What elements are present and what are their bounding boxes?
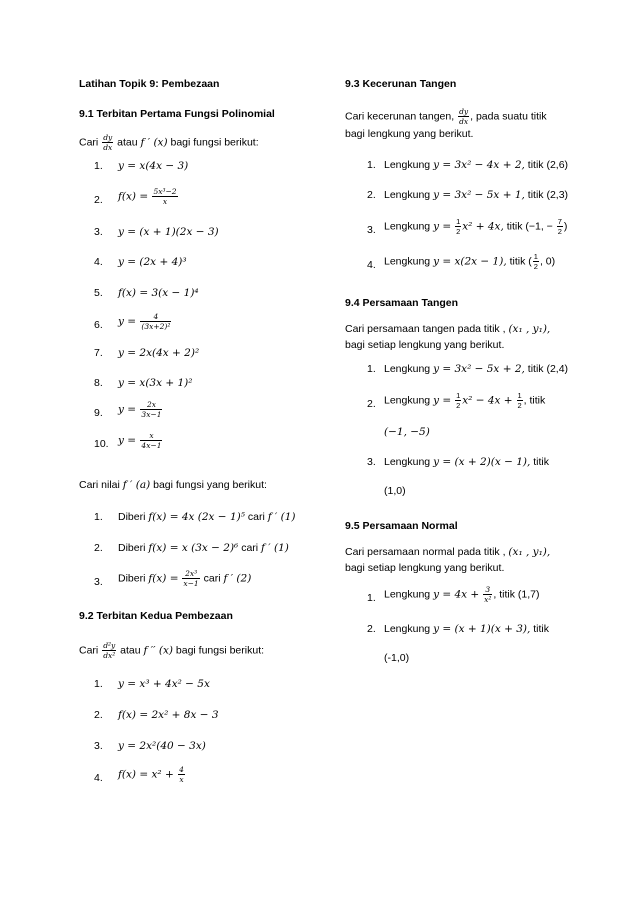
instruction-9-3: Cari kecerunan tangen, $\frac{dy}{dx}$ , pada suatu titik	[345, 107, 547, 126]
instruction-9-3-line2: bagi lengkung yang berikut.	[345, 128, 474, 140]
expression-continued: (−1, −5)	[384, 426, 430, 438]
expression: y = (x + 1)(2x − 3)	[118, 226, 219, 238]
item-number: 3.	[367, 224, 376, 236]
expression: y = (2x + 4)³	[118, 256, 187, 268]
expression: f(x) = x² + $\frac{4}{x}$	[118, 765, 184, 784]
item-number: 3.	[94, 576, 103, 588]
expression: Diberi f(x) = $\frac{\text{2x³}}{x-1}$ cari f ′ (2)	[118, 569, 252, 588]
item-number: 4.	[94, 256, 103, 268]
item-number: 5.	[94, 287, 103, 299]
worksheet-title: Latihan Topik 9: Pembezaan	[79, 78, 220, 90]
expression-continued: (-1,0)	[384, 652, 410, 664]
expression: f(x) = $\frac{\text{5x³−2}}{x}$	[118, 187, 177, 206]
expression: Diberi f(x) = 4x (2x − 1)⁵ cari f ′ (1)	[118, 511, 296, 523]
instruction-9-5: Cari persamaan normal pada titik , (x₁ , y₁),	[345, 546, 551, 558]
instruction-nilai: Cari nilai f ′ (a) bagi fungsi yang berikut:	[79, 479, 267, 491]
item-number: 3.	[94, 226, 103, 238]
expression: Lengkung y = 3x² − 4x + 2, titik (2,6)	[384, 159, 569, 171]
expression: Lengkung y = x(2x − 1), titik ( $\frac{1}{2}$ , 0)	[384, 252, 556, 271]
expression: y = 2x(4x + 2)²	[118, 347, 200, 359]
instruction-9-2: Cari $\frac{\text{d²y}}{\text{dx²}}$ atau f ′′ (x) bagi fungsi berikut:	[79, 641, 265, 660]
item-number: 10.	[94, 438, 109, 450]
expression: f(x) = 3(x − 1)⁴	[118, 287, 199, 299]
item-number: 3.	[94, 740, 103, 752]
section-heading-9-5: 9.5 Persamaan Normal	[345, 520, 458, 532]
item-number: 6.	[94, 319, 103, 331]
dy-dx-fraction: $\frac{dy}{dx}$	[103, 133, 113, 152]
expression: Lengkung y = 4x + $\frac{3}{\text{x²}}$ , titik (1,7)	[384, 585, 540, 604]
item-number: 2.	[94, 542, 103, 554]
instruction-9-4-line2: bagi setiap lengkung yang berikut.	[345, 339, 505, 351]
expression: y = x(3x + 1)²	[118, 377, 193, 389]
item-number: 2.	[94, 709, 103, 721]
item-number: 2.	[94, 194, 103, 206]
section-heading-9-4: 9.4 Persamaan Tangen	[345, 297, 459, 309]
item-number: 2.	[367, 189, 376, 201]
d2y-dx2-fraction: $\frac{\text{d²y}}{\text{dx²}}$	[103, 641, 116, 660]
item-number: 1.	[94, 160, 103, 172]
expression: y = $\frac{2x}{3x-1}$	[118, 400, 162, 419]
expression: Diberi f(x) = x (3x − 2)⁶ cari f ′ (1)	[118, 542, 289, 554]
item-number: 8.	[94, 377, 103, 389]
item-number: 1.	[367, 592, 376, 604]
instruction-9-4: Cari persamaan tangen pada titik , (x₁ , y₁),	[345, 323, 551, 335]
expression: y = $\frac{x}{4x-1}$	[118, 431, 162, 450]
item-number: 4.	[367, 259, 376, 271]
instruction-9-1: Cari $\frac{dy}{dx}$ atau f ′ (x) bagi fungsi berikut:	[79, 133, 259, 152]
section-heading-9-2: 9.2 Terbitan Kedua Pembezaan	[79, 610, 233, 622]
expression: y = 2x²(40 − 3x)	[118, 740, 206, 752]
expression: y = x(4x − 3)	[118, 160, 189, 172]
expression-continued: (1,0)	[384, 485, 406, 497]
item-number: 1.	[367, 363, 376, 375]
instruction-9-5-line2: bagi setiap lengkung yang berikut.	[345, 562, 505, 574]
expression: y = $\frac{4}{\text{(3x+2)²}}$	[118, 312, 171, 331]
section-heading-9-3: 9.3 Kecerunan Tangen	[345, 78, 457, 90]
expression: Lengkung y = $\frac{1}{2}$ x² − 4x + $\frac{1}{2}$ , titik	[384, 391, 546, 410]
item-number: 2.	[367, 398, 376, 410]
item-number: 1.	[367, 159, 376, 171]
section-heading-9-1: 9.1 Terbitan Pertama Fungsi Polinomial	[79, 108, 275, 120]
item-number: 1.	[94, 678, 103, 690]
item-number: 9.	[94, 407, 103, 419]
expression: Lengkung y = (x + 2)(x − 1), titik	[384, 456, 550, 468]
item-number: 1.	[94, 511, 103, 523]
expression: Lengkung y = 3x² − 5x + 1, titik (2,3)	[384, 189, 569, 201]
expression: Lengkung y = (x + 1)(x + 3), titik	[384, 623, 550, 635]
expression: f(x) = 2x² + 8x − 3	[118, 709, 219, 721]
item-number: 4.	[94, 772, 103, 784]
item-number: 3.	[367, 456, 376, 468]
expression: y = x³ + 4x² − 5x	[118, 678, 210, 690]
expression: Lengkung y = $\frac{1}{2}$ x² + 4x, titik (−1, − $\frac{7}{2}$ )	[384, 217, 568, 236]
item-number: 7.	[94, 347, 103, 359]
item-number: 2.	[367, 623, 376, 635]
expression: Lengkung y = 3x² − 5x + 2, titik (2,4)	[384, 363, 569, 375]
